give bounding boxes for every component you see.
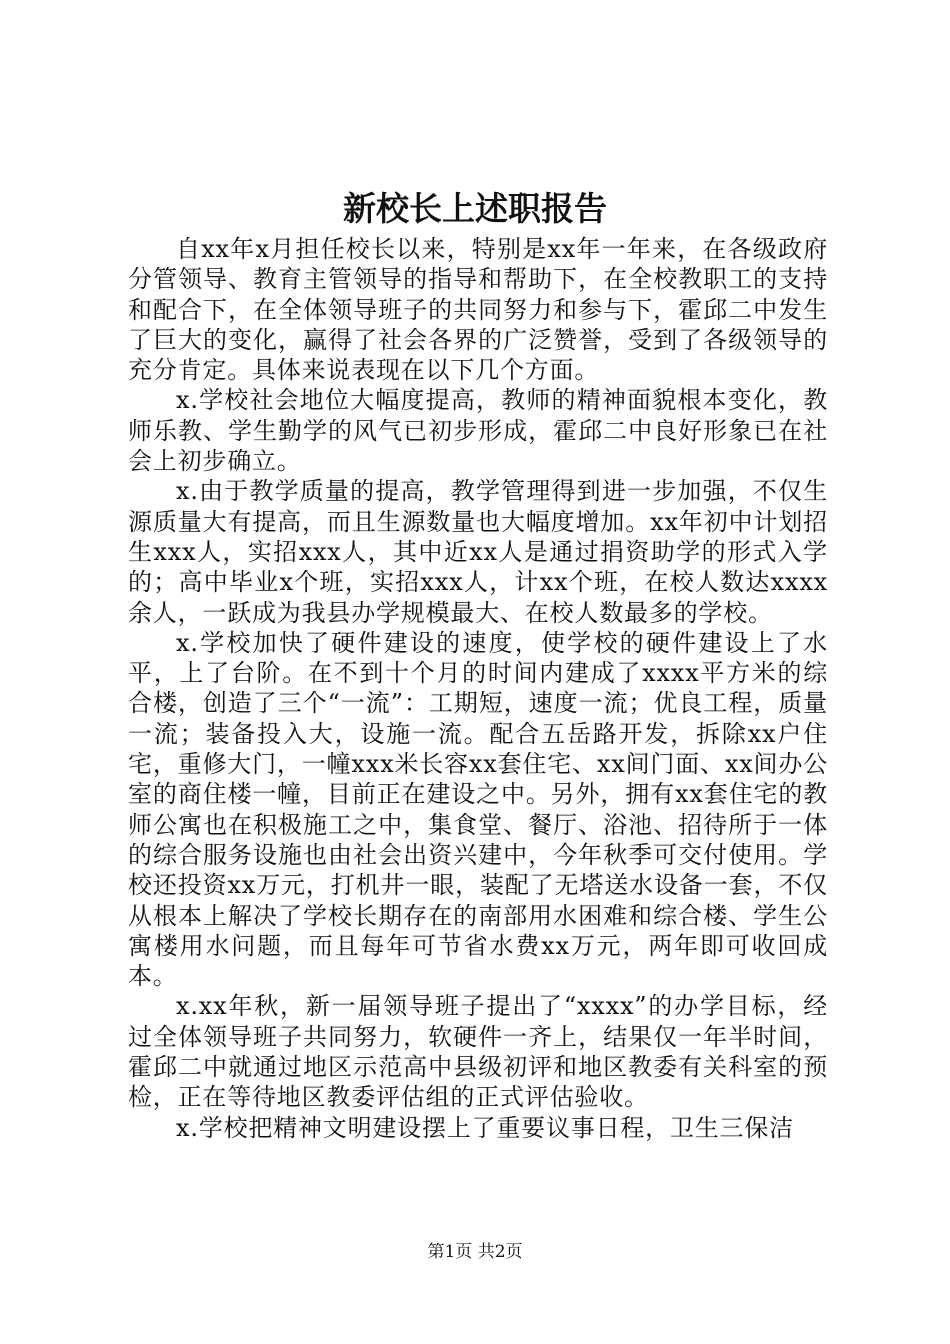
paragraph-item-3: x.学校加快了硬件建设的速度，使学校的硬件建设上了水平，上了台阶。在不到十个月的时间内建成了xxxx平方米的综合楼，创造了三个“一流”：工期短，速度一流；优良工程，质量一流；装备投入大，设施一流。配合五岳路开发，拆除xx户住宅，重修大门，一幢xxx米长容xx套住宅、xx间门面、xx间办公室的商住楼一幢，目前正在建设之中。另外，拥有xx套住宅的教师公寓也在积极施工之中，集食堂、餐厅、浴池、招待所于一体的综合服务设施也由社会出资兴建中，今年秋季可交付使用。学校还投资xx万元，打机井一眼，装配了无塔送水设备一套，不仅从根本上解决了学校长期存在的南部用水困难和综合楼、学生公寓楼用水问题，而且每年可节省水费xx万元，两年即可收回成本。	[128, 628, 828, 991]
document-body	[128, 234, 828, 1143]
page-footer: 第1页 共2页	[427, 1242, 523, 1262]
paragraph-intro: 自xx年x月担任校长以来，特别是xx年一年来，在各级政府分管领导、教育主管领导的指导和帮助下，在全校教职工的支持和配合下，在全体领导班子的共同努力和参与下，霍邱二中发生了巨大的变化，赢得了社会各界的广泛赞誉，受到了各级领导的充分肯定。具体来说表现在以下几个方面。	[128, 235, 828, 385]
paragraph-item-2: x.由于教学质量的提高，教学管理得到进一步加强，不仅生源质量大有提高，而且生源数量也大幅度增加。xx年初中计划招生xxx人，实招xxx人，其中近xx人是通过捐资助学的形式入学的；高中毕业x个班，实招xxx人，计xx个班，在校人数达xxxx余人，一跃成为我县办学规模最大、在校人数最多的学校。	[128, 477, 828, 627]
document-title: 新校长上述职报告	[343, 189, 607, 228]
paragraph-item-1: x.学校社会地位大幅度提高，教师的精神面貌根本变化，教师乐教、学生勤学的风气已初步形成，霍邱二中良好形象已在社会上初步确立。	[128, 386, 828, 476]
paragraph-item-4: x.xx年秋，新一届领导班子提出了“xxxx”的办学目标，经过全体领导班子共同努力，软硬件一齐上，结果仅一年半时间，霍邱二中就通过地区示范高中县级初评和地区教委有关科室的预检，正在等待地区教委评估组的正式评估验收。	[128, 992, 828, 1112]
paragraph-item-5: x.学校把精神文明建设摆上了重要议事日程，卫生三保洁	[176, 1113, 794, 1142]
